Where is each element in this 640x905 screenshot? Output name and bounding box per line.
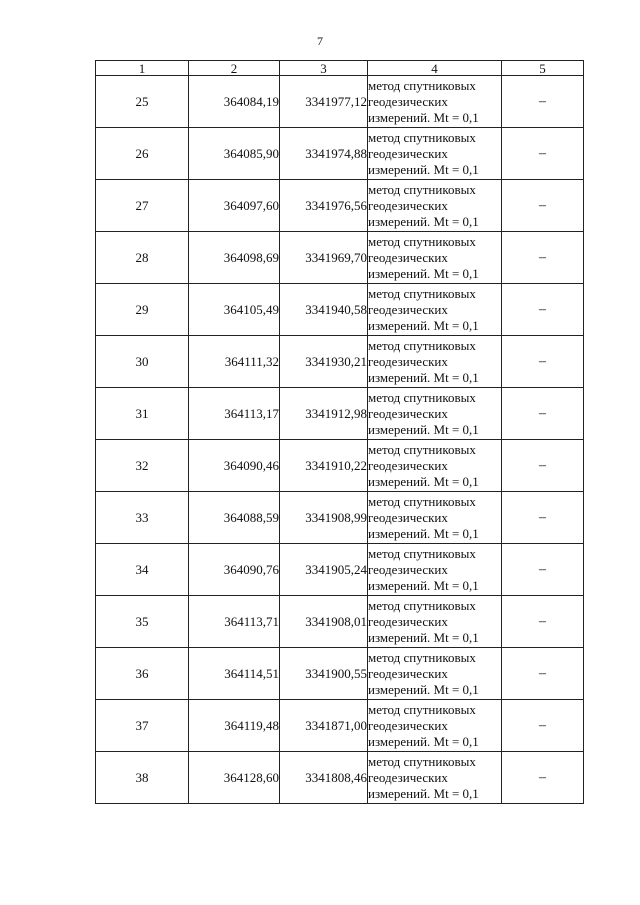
y-coordinate-cell: 3341974,88	[280, 128, 368, 180]
method-line: геодезических	[368, 301, 448, 317]
method-line: измерений. Mt = 0,1	[368, 317, 479, 333]
point-number-cell: 37	[96, 700, 189, 752]
point-number-cell: 34	[96, 544, 189, 596]
method-line: метод спутниковых	[368, 233, 476, 249]
table-row	[96, 232, 584, 284]
y-coordinate-cell: 3341912,98	[280, 388, 368, 440]
column-5-cell: –	[502, 336, 584, 388]
column-5-cell: –	[502, 180, 584, 232]
method-line: измерений. Mt = 0,1	[368, 681, 479, 697]
y-coordinate-cell: 3341977,12	[280, 76, 368, 128]
column-5-cell: –	[502, 596, 584, 648]
method-line: метод спутниковых	[368, 337, 476, 353]
x-coordinate-cell: 364128,60	[189, 752, 280, 804]
point-number-cell: 38	[96, 752, 189, 804]
point-number-cell: 36	[96, 648, 189, 700]
method-line: геодезических	[368, 665, 448, 681]
point-number-cell: 33	[96, 492, 189, 544]
method-cell	[368, 336, 502, 388]
table-row	[96, 388, 584, 440]
header-col-3: 3	[280, 61, 368, 76]
method-line: геодезических	[368, 145, 448, 161]
x-coordinate-cell: 364111,32	[189, 336, 280, 388]
method-line: геодезических	[368, 405, 448, 421]
method-line: измерений. Mt = 0,1	[368, 785, 479, 801]
method-cell	[368, 752, 502, 804]
table-row	[96, 336, 584, 388]
method-line: геодезических	[368, 561, 448, 577]
method-cell	[368, 648, 502, 700]
method-line: метод спутниковых	[368, 701, 476, 717]
method-cell	[368, 76, 502, 128]
column-5-cell: –	[502, 492, 584, 544]
method-line: метод спутниковых	[368, 649, 476, 665]
point-number-cell: 28	[96, 232, 189, 284]
table-body	[96, 76, 584, 804]
x-coordinate-cell: 364088,59	[189, 492, 280, 544]
method-line: геодезических	[368, 197, 448, 213]
method-line: измерений. Mt = 0,1	[368, 525, 479, 541]
method-cell	[368, 388, 502, 440]
method-cell	[368, 440, 502, 492]
point-number-cell: 31	[96, 388, 189, 440]
method-cell	[368, 128, 502, 180]
y-coordinate-cell: 3341969,70	[280, 232, 368, 284]
method-line: метод спутниковых	[368, 129, 476, 145]
table-header-row	[96, 61, 584, 76]
header-col-2: 2	[189, 61, 280, 76]
method-line: геодезических	[368, 93, 448, 109]
method-cell	[368, 232, 502, 284]
point-number-cell: 32	[96, 440, 189, 492]
x-coordinate-cell: 364114,51	[189, 648, 280, 700]
method-line: метод спутниковых	[368, 181, 476, 197]
column-5-cell: –	[502, 76, 584, 128]
method-line: метод спутниковых	[368, 753, 476, 769]
header-col-4: 4	[368, 61, 502, 76]
page-number: 7	[317, 34, 323, 48]
table-row	[96, 544, 584, 596]
x-coordinate-cell: 364090,46	[189, 440, 280, 492]
table-row	[96, 76, 584, 128]
method-cell	[368, 492, 502, 544]
method-line: метод спутниковых	[368, 441, 476, 457]
column-5-cell: –	[502, 284, 584, 336]
method-line: геодезических	[368, 509, 448, 525]
point-number-cell: 26	[96, 128, 189, 180]
column-5-cell: –	[502, 752, 584, 804]
point-number-cell: 29	[96, 284, 189, 336]
method-line: измерений. Mt = 0,1	[368, 369, 479, 385]
y-coordinate-cell: 3341808,46	[280, 752, 368, 804]
y-coordinate-cell: 3341940,58	[280, 284, 368, 336]
table-row	[96, 752, 584, 804]
point-number-cell: 35	[96, 596, 189, 648]
method-line: геодезических	[368, 249, 448, 265]
x-coordinate-cell: 364085,90	[189, 128, 280, 180]
table-row	[96, 440, 584, 492]
y-coordinate-cell: 3341871,00	[280, 700, 368, 752]
method-cell	[368, 180, 502, 232]
method-line: метод спутниковых	[368, 77, 476, 93]
point-number-cell: 25	[96, 76, 189, 128]
y-coordinate-cell: 3341905,24	[280, 544, 368, 596]
x-coordinate-cell: 364084,19	[189, 76, 280, 128]
table-row	[96, 648, 584, 700]
header-col-5: 5	[502, 61, 584, 76]
y-coordinate-cell: 3341910,22	[280, 440, 368, 492]
method-line: измерений. Mt = 0,1	[368, 265, 479, 281]
table-row	[96, 492, 584, 544]
y-coordinate-cell: 3341908,01	[280, 596, 368, 648]
method-line: геодезических	[368, 457, 448, 473]
table-row	[96, 700, 584, 752]
column-5-cell: –	[502, 232, 584, 284]
method-line: метод спутниковых	[368, 285, 476, 301]
column-5-cell: –	[502, 440, 584, 492]
y-coordinate-cell: 3341930,21	[280, 336, 368, 388]
method-line: метод спутниковых	[368, 389, 476, 405]
method-line: измерений. Mt = 0,1	[368, 109, 479, 125]
method-cell	[368, 596, 502, 648]
method-line: метод спутниковых	[368, 597, 476, 613]
column-5-cell: –	[502, 544, 584, 596]
column-5-cell: –	[502, 388, 584, 440]
method-cell	[368, 544, 502, 596]
method-line: измерений. Mt = 0,1	[368, 473, 479, 489]
method-line: геодезических	[368, 613, 448, 629]
method-line: измерений. Mt = 0,1	[368, 421, 479, 437]
y-coordinate-cell: 3341976,56	[280, 180, 368, 232]
table-row	[96, 180, 584, 232]
x-coordinate-cell: 364113,17	[189, 388, 280, 440]
y-coordinate-cell: 3341900,55	[280, 648, 368, 700]
method-line: измерений. Mt = 0,1	[368, 629, 479, 645]
method-cell	[368, 700, 502, 752]
table-row	[96, 284, 584, 336]
method-line: геодезических	[368, 717, 448, 733]
point-number-cell: 30	[96, 336, 189, 388]
column-5-cell: –	[502, 648, 584, 700]
table-row	[96, 596, 584, 648]
method-line: метод спутниковых	[368, 545, 476, 561]
method-line: метод спутниковых	[368, 493, 476, 509]
coordinates-table	[95, 60, 584, 804]
header-col-1: 1	[96, 61, 189, 76]
method-line: измерений. Mt = 0,1	[368, 213, 479, 229]
method-line: геодезических	[368, 353, 448, 369]
method-line: геодезических	[368, 769, 448, 785]
x-coordinate-cell: 364098,69	[189, 232, 280, 284]
x-coordinate-cell: 364090,76	[189, 544, 280, 596]
x-coordinate-cell: 364113,71	[189, 596, 280, 648]
table-row	[96, 128, 584, 180]
x-coordinate-cell: 364119,48	[189, 700, 280, 752]
method-cell	[368, 284, 502, 336]
column-5-cell: –	[502, 700, 584, 752]
x-coordinate-cell: 364097,60	[189, 180, 280, 232]
column-5-cell: –	[502, 128, 584, 180]
point-number-cell: 27	[96, 180, 189, 232]
method-line: измерений. Mt = 0,1	[368, 733, 479, 749]
x-coordinate-cell: 364105,49	[189, 284, 280, 336]
y-coordinate-cell: 3341908,99	[280, 492, 368, 544]
method-line: измерений. Mt = 0,1	[368, 161, 479, 177]
method-line: измерений. Mt = 0,1	[368, 577, 479, 593]
